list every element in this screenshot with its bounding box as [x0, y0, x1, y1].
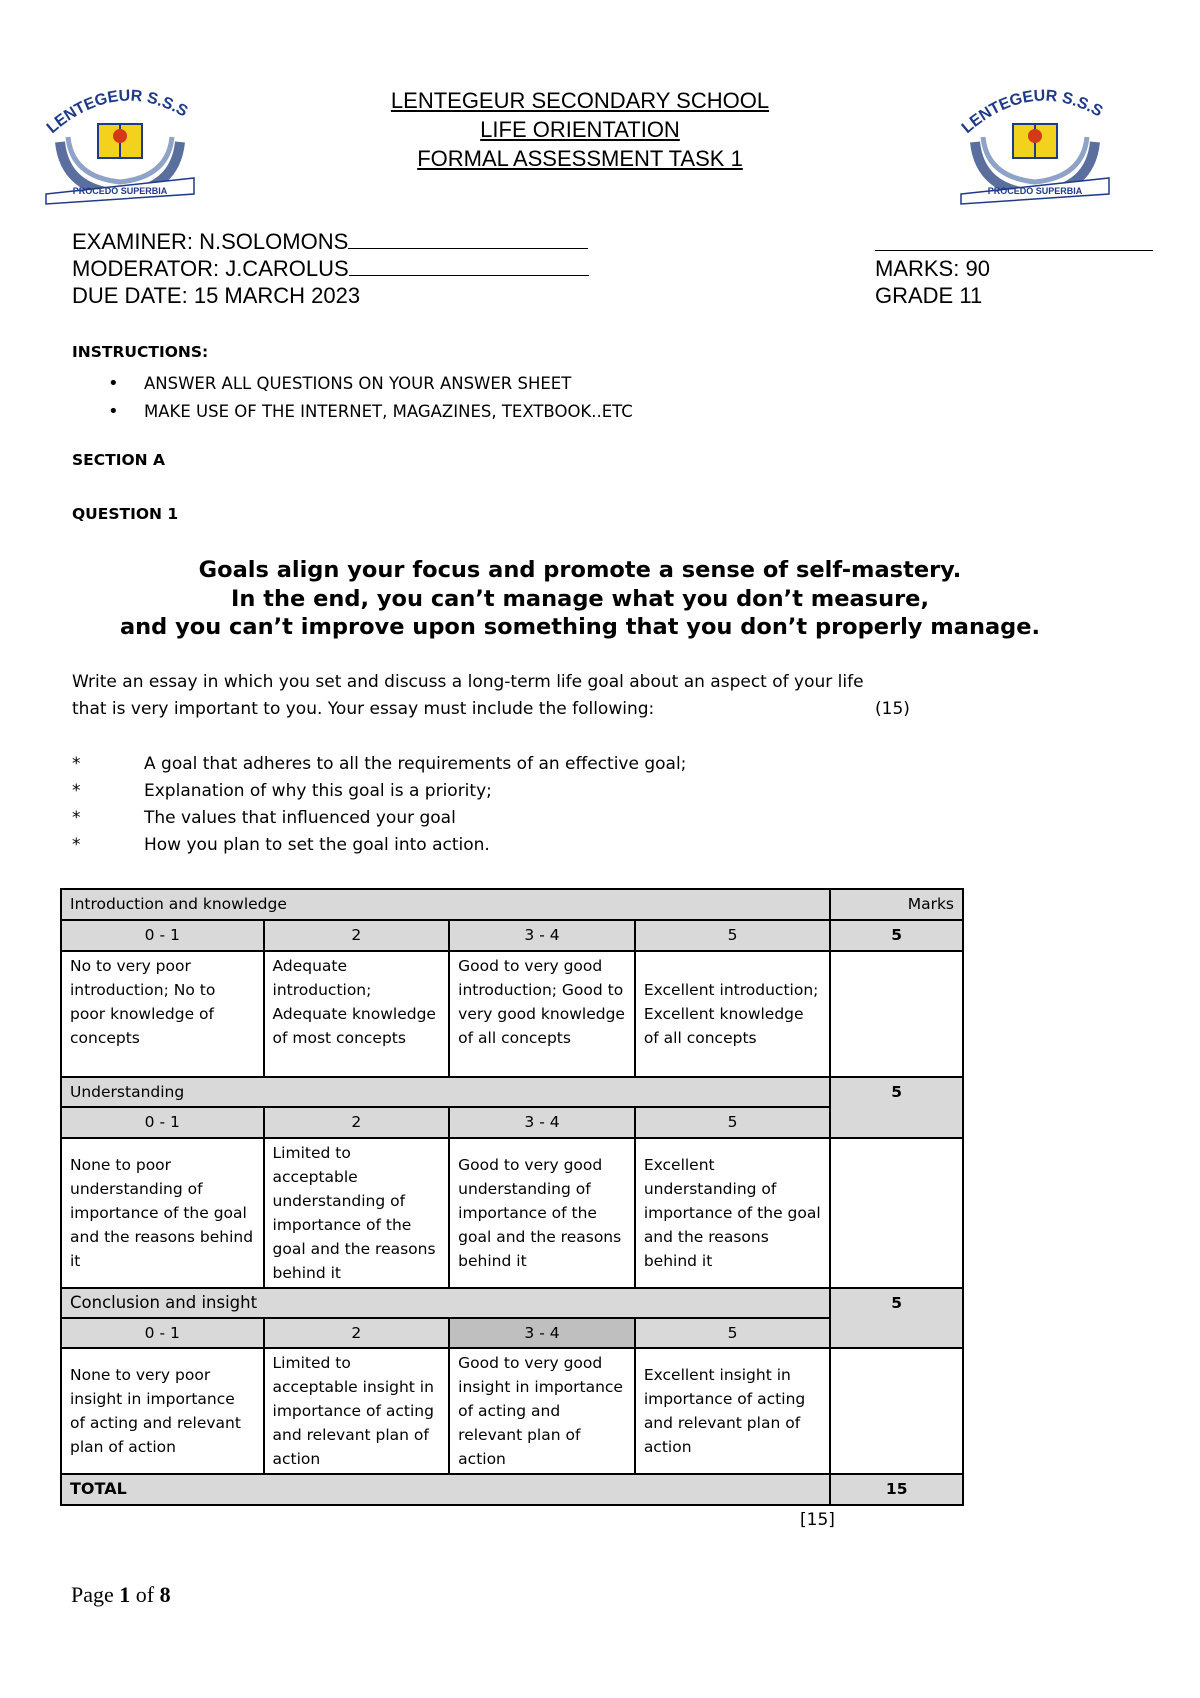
rubric-descriptor: No to very poor introduction; No to poor knowledge of concepts: [61, 951, 264, 1077]
level-header: 0 - 1: [61, 920, 264, 951]
due-date: DUE DATE: 15 MARCH 2023: [72, 283, 361, 308]
level-header: 2: [264, 1107, 450, 1138]
level-header: 3 - 4: [449, 920, 635, 951]
instruction-item: • MAKE USE OF THE INTERNET, MAGAZINES, TEXTBOOK..ETC: [108, 400, 633, 422]
rubric-descriptor: Limited to acceptable understanding of importance of the goal and the reasons behind it: [264, 1138, 450, 1288]
rubric-section-title: Conclusion and insight: [61, 1288, 830, 1318]
instructions-heading: INSTRUCTIONS:: [72, 343, 209, 361]
marks-total: MARKS: 90: [875, 256, 990, 281]
level-header: 0 - 1: [61, 1318, 264, 1348]
question-marks: (15): [875, 699, 910, 719]
page-footer: Page 1 of 8: [71, 1582, 171, 1607]
school-name: LENTEGEUR SECONDARY SCHOOL: [390, 88, 770, 113]
marks-header: Marks: [830, 889, 963, 920]
level-header: 2: [264, 920, 450, 951]
quote: Goals align your focus and promote a sense of self-mastery. In the end, you can’t manage what you don’t measure, and you can’t improve upon something that you don’t properly manage.: [119, 557, 1041, 640]
meta-left: [72, 228, 589, 309]
document-title: [300, 86, 860, 173]
meta-right: [875, 255, 990, 309]
rubric-descriptor: None to very poor insight in importance of acting and relevant plan of action: [61, 1348, 264, 1474]
school-logo-right: [955, 82, 1125, 207]
rubric-section-title: Introduction and knowledge: [61, 889, 830, 920]
marks-cell: [830, 1348, 963, 1474]
instructions-list: [108, 370, 633, 425]
rubric-table: [60, 888, 964, 1506]
level-header: 0 - 1: [61, 1107, 264, 1138]
svg-text:LENTEGEUR S.S.S: LENTEGEUR S.S.S: [43, 87, 191, 137]
rubric-descriptor: Good to very good introduction; Good to very good knowledge of all concepts: [449, 951, 635, 1077]
level-header: 5: [635, 1107, 831, 1138]
moderator: MODERATOR: J.CAROLUS: [72, 256, 349, 281]
total-label: TOTAL: [61, 1474, 830, 1505]
examiner: EXAMINER: N.SOLOMONS: [72, 229, 349, 254]
task-name: FORMAL ASSESSMENT TASK 1: [417, 146, 743, 171]
level-header: 5: [635, 920, 831, 951]
rubric-descriptor: Excellent introduction; Excellent knowledge of all concepts: [635, 951, 831, 1077]
level-header: 2: [264, 1318, 450, 1348]
question-label: QUESTION 1: [72, 505, 179, 523]
rubric-descriptor: Excellent understanding of importance of the goal and the reasons behind it: [635, 1138, 831, 1288]
question-total: [15]: [800, 1510, 835, 1530]
section-marks: 5: [830, 1077, 963, 1138]
svg-text:LENTEGEUR S.S.S: LENTEGEUR S.S.S: [958, 87, 1106, 137]
level-header: 5: [635, 1318, 831, 1348]
marks-cell: [830, 951, 963, 1077]
rubric-section-title: Understanding: [61, 1077, 830, 1107]
task-description: Write an essay in which you set and discuss a long-term life goal about an aspect of your life that is very important to you. Your essay must include the following: (15): [72, 669, 922, 723]
instruction-item: • ANSWER ALL QUESTIONS ON YOUR ANSWER SHEET: [108, 373, 572, 394]
marks-cell: [830, 1138, 963, 1288]
rubric-descriptor: Good to very good understanding of importance of the goal and the reasons behind it: [449, 1138, 635, 1288]
page-number: 1: [119, 1582, 131, 1607]
requirement-item: * The values that influenced your goal: [72, 808, 456, 828]
rubric-descriptor: Adequate introduction; Adequate knowledge of most concepts: [264, 951, 450, 1077]
svg-text:PROCEDO SUPERBIA: PROCEDO SUPERBIA: [72, 186, 168, 196]
level-header: 3 - 4: [449, 1318, 635, 1348]
requirement-item: * Explanation of why this goal is a priority;: [72, 781, 492, 801]
total-value: 15: [830, 1474, 963, 1505]
requirement-item: * A goal that adheres to all the requirements of an effective goal;: [72, 754, 687, 774]
rubric-descriptor: Good to very good insight in importance of acting and relevant plan of action: [449, 1348, 635, 1474]
rubric-descriptor: None to poor understanding of importance of the goal and the reasons behind it: [61, 1138, 264, 1288]
examiner-line: [348, 248, 588, 249]
requirements-list: [72, 751, 686, 859]
requirement-item: * How you plan to set the goal into action.: [72, 835, 490, 855]
name-line: [875, 250, 1153, 251]
rubric-descriptor: Excellent insight in importance of acting and relevant plan of action: [635, 1348, 831, 1474]
section-marks: 5: [830, 1288, 963, 1348]
svg-text:PROCEDO SUPERBIA: PROCEDO SUPERBIA: [987, 186, 1083, 196]
section-marks: 5: [830, 920, 963, 951]
moderator-line: [349, 275, 589, 276]
level-header: 3 - 4: [449, 1107, 635, 1138]
page-total: 8: [159, 1582, 171, 1607]
grade: GRADE 11: [875, 283, 983, 308]
school-logo-left: [40, 82, 210, 207]
section-label: SECTION A: [72, 451, 166, 469]
rubric-descriptor: Limited to acceptable insight in importance of acting and relevant plan of action: [264, 1348, 450, 1474]
subject-name: LIFE ORIENTATION: [480, 117, 680, 142]
